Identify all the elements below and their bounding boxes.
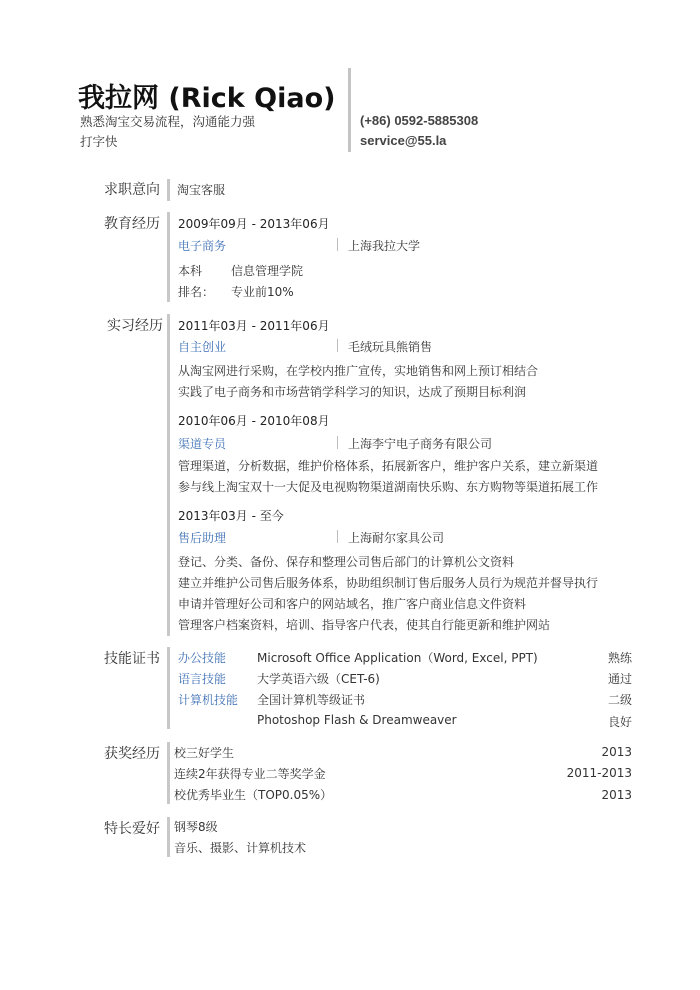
award-title: 连续2年获得专业二等奖学金 xyxy=(174,767,326,781)
tagline-line-1: 熟悉淘宝交易流程，沟通能力强 xyxy=(80,114,256,129)
internship-divider xyxy=(167,314,170,636)
education-major: 电子商务 xyxy=(178,239,227,253)
hobbies-divider xyxy=(167,817,170,857)
education-rank-value: 专业前10% xyxy=(231,285,294,299)
internship-company: 上海耐尔家具公司 xyxy=(348,531,445,545)
education-school: 上海我拉大学 xyxy=(348,239,421,253)
phone-number: (+86) 0592-5885308 xyxy=(360,113,479,128)
skills-label: 技能证书 xyxy=(104,651,160,667)
awards-label: 获奖经历 xyxy=(104,746,160,762)
award-title: 校优秀毕业生（TOP0.05%） xyxy=(174,788,333,802)
internship-separator xyxy=(337,530,338,543)
objective-divider xyxy=(167,179,170,201)
skill-item: 全国计算机等级证书 xyxy=(257,693,366,707)
internship-separator xyxy=(337,339,338,352)
skill-item: 大学英语六级（CET-6) xyxy=(257,672,380,686)
education-degree: 本科 xyxy=(178,264,203,278)
awards-divider xyxy=(167,742,170,804)
skill-item: Photoshop Flash & Dreamweaver xyxy=(257,713,457,727)
internship-separator xyxy=(337,436,338,449)
education-rank-label: 排名： xyxy=(178,285,215,299)
education-college: 信息管理学院 xyxy=(231,264,304,278)
internship-company: 毛绒玩具熊销售 xyxy=(348,340,433,354)
skill-category: 办公技能 xyxy=(178,651,227,665)
education-date: 2009年09月 - 2013年06月 xyxy=(178,217,330,231)
award-year: 2013 xyxy=(601,745,632,759)
skill-item: Microsoft Office Application（Word, Excel, PPT) xyxy=(257,651,538,665)
internship-date: 2011年03月 - 2011年06月 xyxy=(178,319,330,333)
skill-level: 通过 xyxy=(607,672,632,686)
award-year: 2013 xyxy=(601,788,632,802)
internship-description-line: 登记、分类、备份、保存和整理公司售后部门的计算机公文资料 xyxy=(178,555,515,569)
education-divider xyxy=(167,212,170,302)
skill-level: 良好 xyxy=(607,715,632,729)
education-label: 教育经历 xyxy=(104,216,160,232)
internship-description-line: 申请并管理好公司和客户的网站域名，推广客户商业信息文件资料 xyxy=(178,597,527,611)
header-divider xyxy=(348,68,351,152)
education-separator xyxy=(337,238,338,251)
email-address: service@55.la xyxy=(360,133,447,148)
internship-description-line: 实践了电子商务和市场营销学科学习的知识，达成了预期目标利润 xyxy=(178,385,527,399)
skill-category: 计算机技能 xyxy=(178,693,239,707)
internship-company: 上海李宁电子商务有限公司 xyxy=(348,437,493,451)
tagline-line-2: 打字快 xyxy=(80,134,118,149)
internship-role: 渠道专员 xyxy=(178,437,227,451)
skill-category: 语言技能 xyxy=(178,672,227,686)
internship-description-line: 从淘宝网进行采购，在学校内推广宣传，实地销售和网上预订相结合 xyxy=(178,364,539,378)
internship-description-line: 管理渠道，分析数据，维护价格体系，拓展新客户，维护客户关系，建立新渠道 xyxy=(178,459,599,473)
resume-name: 我拉网 (Rick Qiao) xyxy=(78,83,336,114)
internship-date: 2013年03月 - 至今 xyxy=(178,509,284,523)
hobbies-label: 特长爱好 xyxy=(104,821,160,837)
skill-level: 二级 xyxy=(607,693,632,707)
internship-description-line: 管理客户档案资料，培训、指导客户代表，使其自行能更新和维护网站 xyxy=(178,618,551,632)
award-year: 2011-2013 xyxy=(566,766,632,780)
hobby-line: 钢琴8级 xyxy=(174,820,218,834)
objective-label: 求职意向 xyxy=(104,182,160,198)
internship-role: 自主创业 xyxy=(178,340,227,354)
internship-description-line: 建立并维护公司售后服务体系，协助组织制订售后服务人员行为规范并督导执行 xyxy=(178,576,599,590)
internship-description-line: 参与线上淘宝双十一大促及电视购物渠道湖南快乐购、东方购物等渠道拓展工作 xyxy=(178,480,599,494)
hobby-line: 音乐、摄影、计算机技术 xyxy=(174,841,307,855)
objective-value: 淘宝客服 xyxy=(177,183,226,197)
skill-level: 熟练 xyxy=(607,651,632,665)
award-title: 校三好学生 xyxy=(174,746,235,760)
internship-label: 实习经历 xyxy=(107,318,163,334)
internship-date: 2010年06月 - 2010年08月 xyxy=(178,414,330,428)
internship-role: 售后助理 xyxy=(178,531,227,545)
skills-divider xyxy=(167,647,170,729)
